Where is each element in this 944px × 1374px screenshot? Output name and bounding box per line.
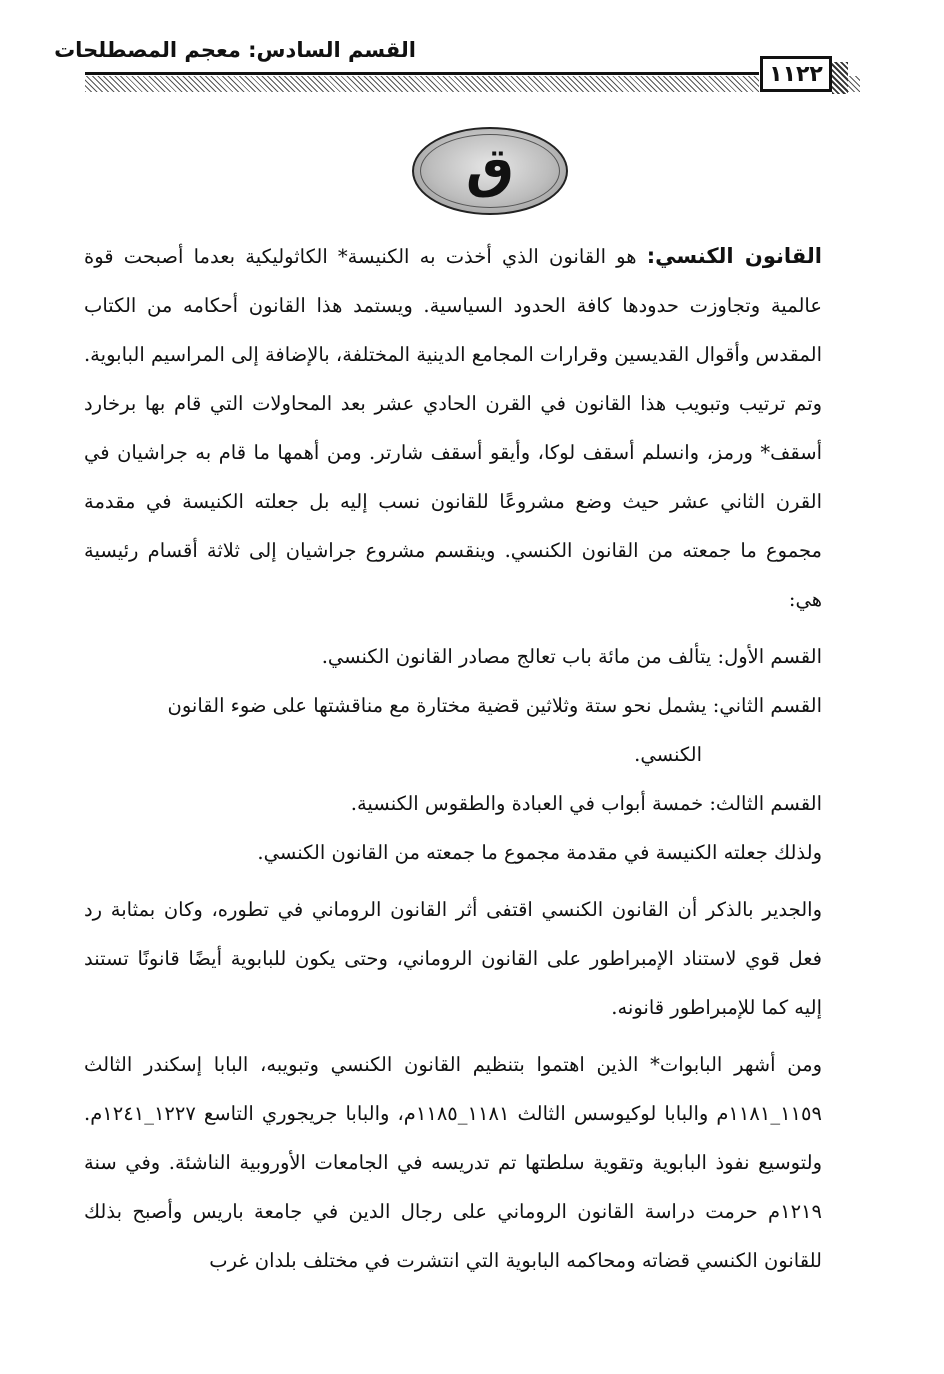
section-item-1: القسم الأول: يتألف من مائة باب تعالج مصادر القانون الكنسي.	[321, 645, 822, 668]
entry-paragraph-1-text: هو القانون الذي أخذت به الكنيسة* الكاثوليكية بعدما أصبحت قوة عالمية وتجاوزت حدودها كافة الحدود السياسية. ويستمد هذا القانون أحكامه من الكتاب المقدس وأقوال القديسين وقرارات المجامع الدينية المختلفة، بالإضافة إلى المراسيم البابوية. وتم ترتيب وتبويب هذا القانون في القرن الحادي عشر بعد المحاولات التي قام بها برخارد أسقف* ورمز، وانسلم أسقف لوكا، وأيقو أسقف شارتر. ومن أهمها ما قام به جراشيان في القرن الثاني عشر حيث وضع مشروعًا للقانون نسب إليه بل جعلته الكنيسة في مقدمة مجموع ما جمعته من القانون الكنسي. وينقسم مشروع جراشيان إلى ثلاثة أقسام رئيسية هي:	[83, 245, 822, 611]
letter-emblem	[412, 127, 568, 215]
spacer	[84, 624, 822, 632]
section-item-2-continued: الكنسي.	[634, 743, 702, 766]
page-number-box	[760, 56, 832, 92]
entry-paragraph-1	[84, 232, 822, 624]
header-hatch-rule	[85, 76, 759, 92]
header-rule	[85, 72, 759, 75]
section-item-2: القسم الثاني: يشمل نحو ستة وثلاثين قضية مختارة مع مناقشتها على ضوء القانون	[167, 694, 822, 717]
entry-content	[84, 232, 822, 1285]
header-hatch-rule-right	[848, 76, 860, 92]
page-number-shadow	[832, 62, 848, 94]
spacer	[84, 1032, 822, 1040]
sections-list	[84, 632, 822, 877]
spacer	[84, 877, 822, 885]
entry-term: القانون الكنسي:	[646, 244, 822, 268]
emblem-letter: ق	[465, 136, 515, 199]
entry-paragraph-3: ومن أشهر البابوات* الذين اهتموا بتنظيم القانون الكنسي وتبويبه، البابا إسكندر الثالث ١١٥٩_١١٨١م والبابا لوكيوسس الثالث ١١٨١_١١٨٥م، والبابا جريجوري التاسع ١٢٢٧_١٢٤١م. ولتوسيع نفوذ البابوية وتقوية سلطتها تم تدريسه في الجامعات الأوروبية الناشئة. وفي سنة ١٢١٩م حرمت دراسة القانون الروماني على رجال الدين في جامعة باريس وأصبح بذلك للقانون الكنسي قضاته ومحاكمه البابوية التي انتشرت في مختلف بلدان غرب	[84, 1053, 822, 1272]
entry-paragraph-2: والجدير بالذكر أن القانون الكنسي اقتفى أثر القانون الروماني في تطوره، وكان بمثابة رد فعل قوي لاستناد الإمبراطور على القانون الروماني، وحتى يكون للبابوية أيضًا قانونًا تستند إليه كما للإمبراطور قانونه.	[84, 898, 822, 1019]
page-number: ١١٢٢	[769, 61, 823, 87]
section-item-3: القسم الثالث: خمسة أبواب في العبادة والطقوس الكنسية.	[350, 792, 822, 815]
section-item-4: ولذلك جعلته الكنيسة في مقدمة مجموع ما جمعته من القانون الكنسي.	[257, 841, 822, 864]
running-header-title: القسم السادس: معجم المصطلحات	[54, 38, 416, 62]
